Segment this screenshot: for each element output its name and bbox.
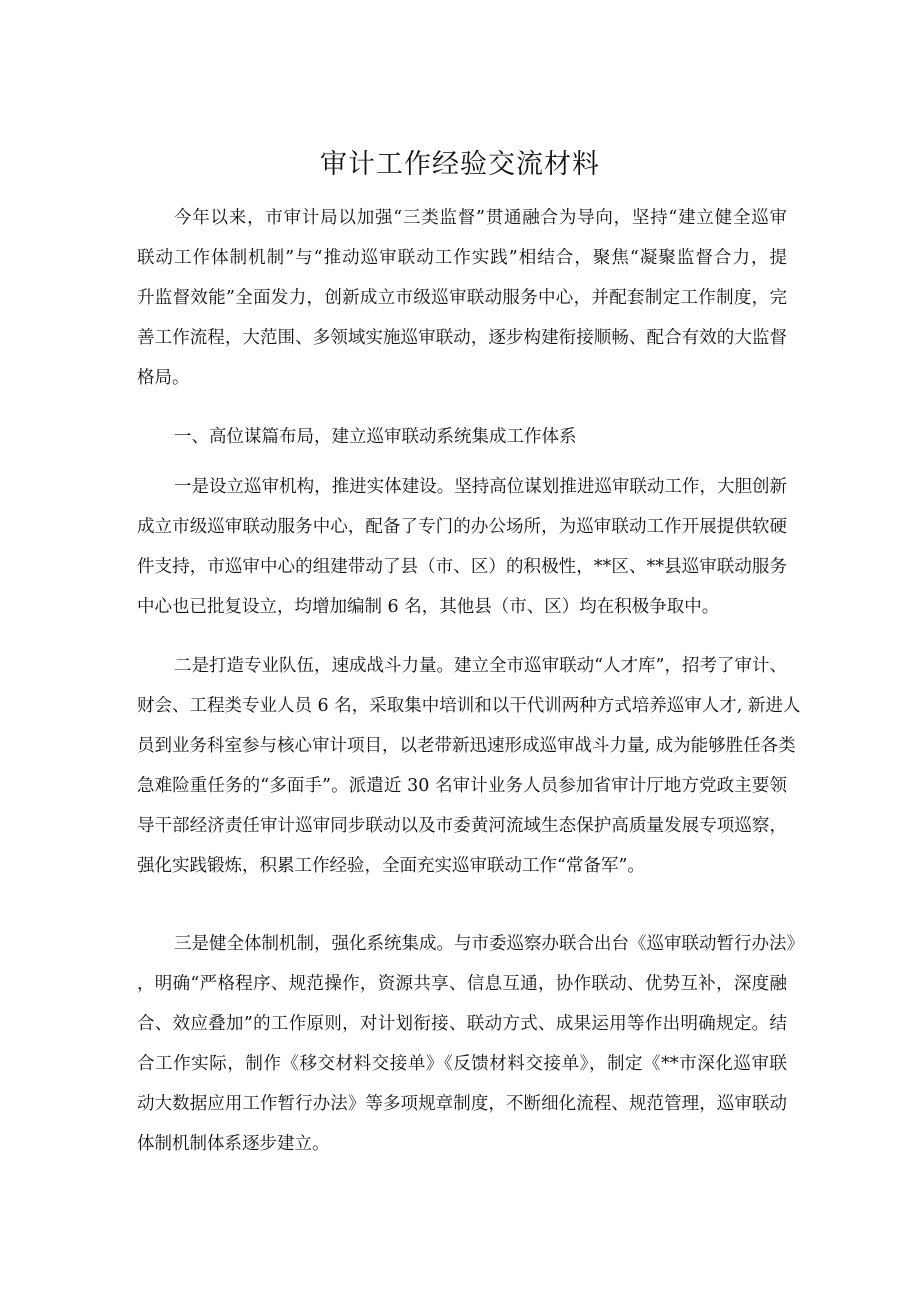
- text-line: 合、效应叠加”的工作原则，对计划衔接、联动方式、成果运用等作出明确规定。结: [137, 1014, 787, 1034]
- text-line: 成立市级巡审联动服务中心，配备了专门的办公场所，为巡审联动工作开展提供软硬: [137, 517, 787, 537]
- text-line: 二是打造专业队伍，速成战斗力量。建立全市巡审联动“人才库”，招考了审计、: [174, 656, 787, 676]
- text-line: 员到业务科室参与核心审计项目，以老带新迅速形成巡审战斗力量, 成为能够胜任各类: [137, 736, 796, 756]
- text-line: 三是健全体制机制，强化系统集成。与市委巡察办联合出台《巡审联动暂行办法》: [174, 934, 804, 954]
- text-line: 善工作流程，大范围、多领域实施巡审联动，逐步构建衔接顺畅、配合有效的大监督: [137, 328, 787, 348]
- text-line: 联动工作体制机制”与“推动巡审联动工作实践”相结合，聚焦“凝聚监督合力，提: [137, 248, 787, 268]
- text-line: ，明确“严格程序、规范操作，资源共享、信息互通，协作联动、优势互补，深度融: [137, 974, 787, 994]
- text-line: 动大数据应用工作暂行办法》等多项规章制度，不断细化流程、规范管理，巡审联动: [137, 1094, 787, 1114]
- text-line: 财会、工程类专业人员 6 名，采取集中培训和以干代训两种方式培养巡审人才, 新进人: [137, 696, 801, 716]
- text-line: 体制机制体系逐步建立。: [137, 1134, 330, 1154]
- text-line: 一、高位谋篇布局，建立巡审联动系统集成工作体系: [174, 427, 577, 447]
- text-line: 一是设立巡审机构，推进实体建设。坚持高位谋划推进巡审联动工作，大胆创新: [174, 477, 787, 497]
- text-line: 强化实践锻炼，积累工作经验，全面充实巡审联动工作“常备军”。: [137, 856, 645, 876]
- text-line: 升监督效能”全面发力，创新成立市级巡审联动服务中心，并配套制定工作制度，完: [137, 288, 787, 308]
- text-line: 合工作实际，制作《移交材料交接单》《反馈材料交接单》，制定《**市深化巡审联: [137, 1054, 787, 1074]
- text-line: 导干部经济责任审计巡审同步联动以及市委黄河流域生态保护高质量发展专项巡察，: [137, 816, 787, 836]
- text-line: 急难险重任务的“多面手”。派遣近 30 名审计业务人员参加省审计厅地方党政主要领: [137, 776, 787, 796]
- document-title: 审计工作经验交流材料: [320, 149, 600, 180]
- text-line: 件支持，市巡审中心的组建带动了县（市、区）的积极性，**区、**县巡审联动服务: [137, 557, 787, 577]
- text-line: 中心也已批复设立，均增加编制 6 名，其他县（市、区）均在积极争取中。: [137, 597, 720, 617]
- text-line: 格局。: [137, 368, 190, 388]
- text-line: 今年以来，市审计局以加强“三类监督”贯通融合为导向，坚持“建立健全巡审: [174, 208, 787, 228]
